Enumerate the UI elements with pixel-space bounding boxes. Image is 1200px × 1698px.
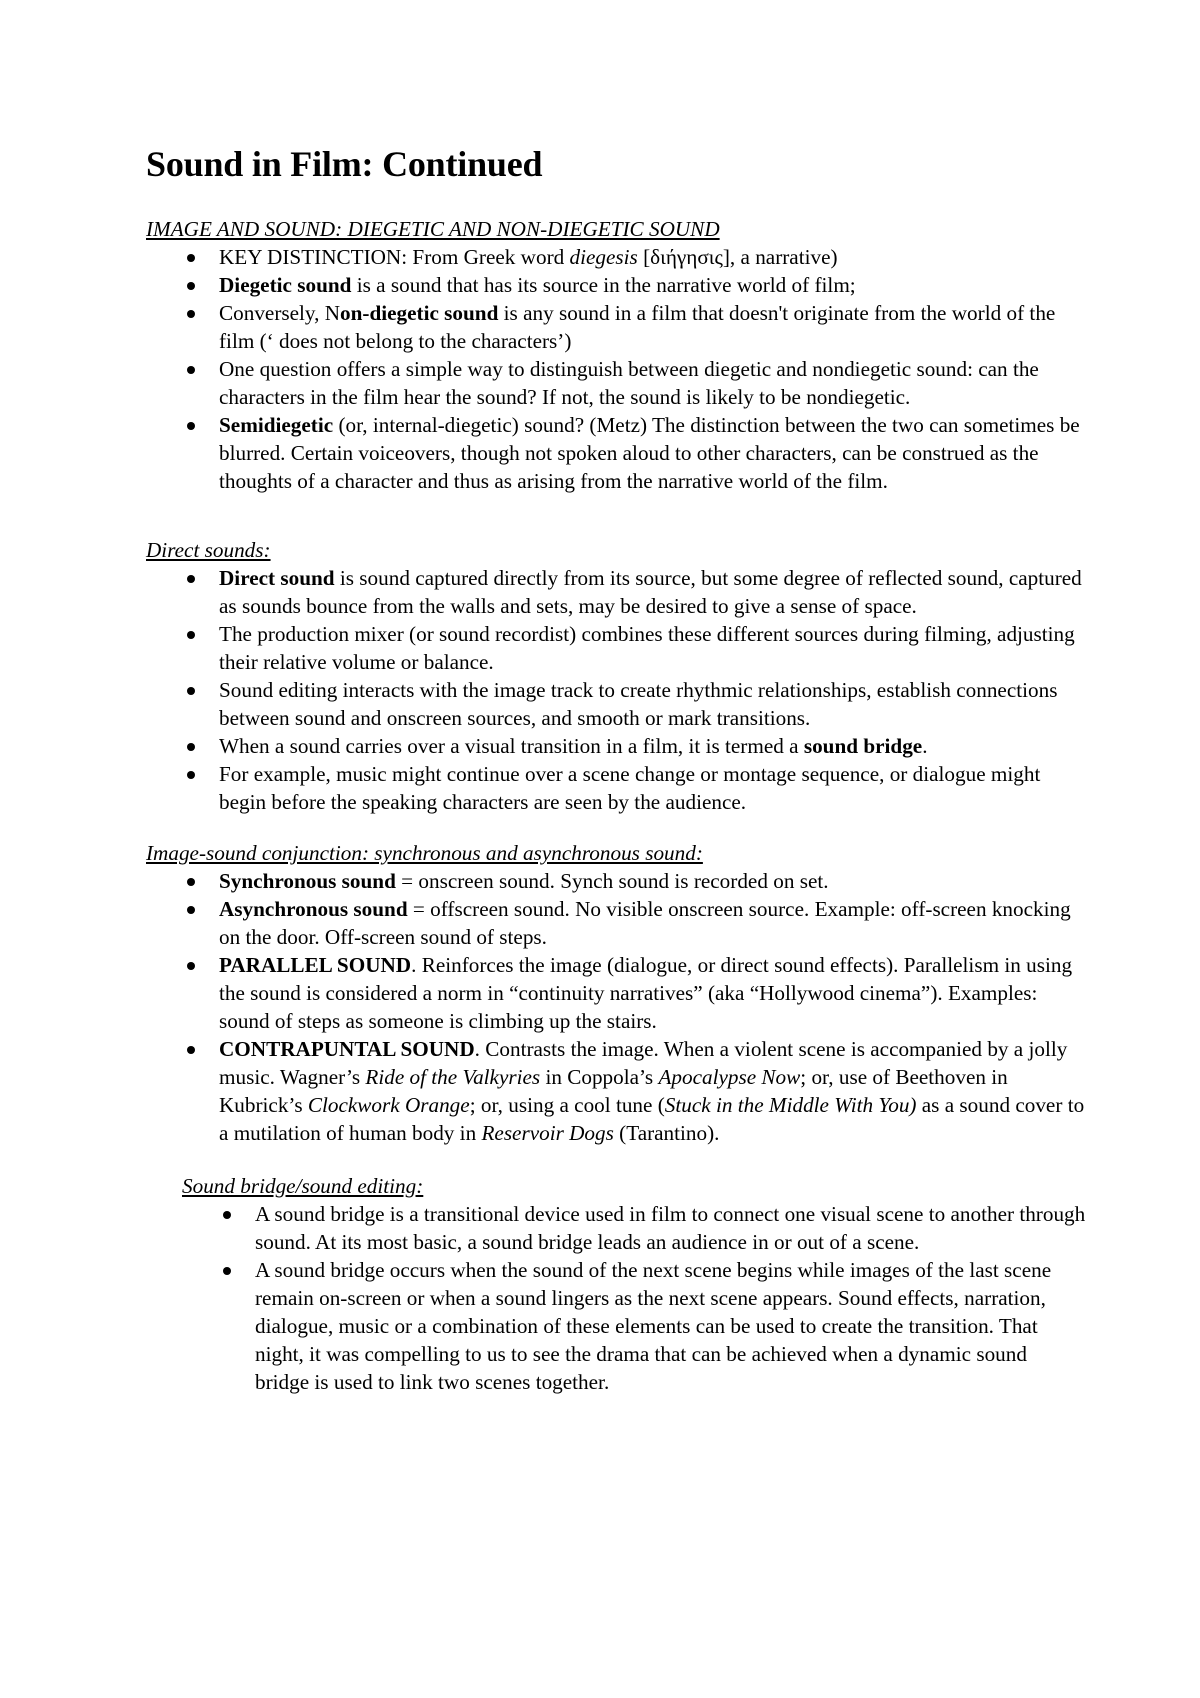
italic-title: Ride of the Valkyries: [365, 1065, 541, 1089]
text-run: A sound bridge occurs when the sound of the next scene begins while images of the last scene remain on-screen or when a sound lingers as the next scene appears. Sound effects, narration, dialogue, music or a combination of these elements can be used to create the transition. That night, it was compelling to us to see the drama that can be achieved when a dynamic sound bridge is used to link two scenes together.: [255, 1258, 1052, 1394]
text-run: ; or, using a cool tune (: [469, 1093, 665, 1117]
bullet-item: [146, 760, 1086, 816]
bullet-item: [146, 732, 1086, 760]
text-run: Conversely, N: [219, 301, 341, 325]
section-heading: Direct sounds:: [146, 538, 271, 562]
bullet-icon: [187, 1046, 195, 1054]
bullet-icon: [187, 906, 195, 914]
bullet-item: [146, 951, 1086, 1035]
bullet-item: [146, 676, 1086, 732]
bullet-item: [182, 1256, 1086, 1396]
bold-term: PARALLEL SOUND: [219, 953, 412, 977]
bold-term: CONTRAPUNTAL SOUND: [219, 1037, 475, 1061]
bold-term: Synchronous sound: [219, 869, 396, 893]
section-heading: Sound bridge/sound editing:: [182, 1174, 424, 1198]
text-run: The production mixer (or sound recordist) combines these different sources during filming, adjusting their relative volume or balance.: [219, 622, 1075, 674]
text-run: . Reinforces the image (dialogue, or direct sound effects). Parallelism in using the sound is considered a norm in “continuity narratives” (aka “Hollywood cinema”). Examples: sound of steps as someone is climbing up the stairs.: [219, 953, 1073, 1033]
italic-title: Reservoir Dogs: [481, 1121, 614, 1145]
section-image-sound-conjunction: [146, 839, 1086, 1147]
bullet-item: [146, 564, 1086, 620]
bullet-icon: [187, 254, 195, 262]
bullet-list: [146, 867, 1086, 1147]
text-run: is a sound that has its source in the narrative world of film;: [351, 273, 856, 297]
text-run: [διήγησις], a narrative): [637, 245, 838, 269]
bullet-icon: [187, 631, 195, 639]
bullet-icon: [223, 1267, 231, 1275]
text-run: is sound captured directly from its source, but some degree of reflected sound, captured as sounds bounce from the walls and sets, may be desired to give a sense of space.: [219, 566, 1082, 618]
text-run: as a sound cover to a mutilation of human body in: [219, 1093, 1085, 1145]
italic-title: Stuck in the Middle With You): [664, 1093, 917, 1117]
bullet-item: [146, 895, 1086, 951]
text-run: = onscreen sound. Synch sound is recorded on set.: [395, 869, 829, 893]
bullet-list: [182, 1200, 1086, 1396]
bullet-icon: [187, 310, 195, 318]
bold-term: on-diegetic sound: [340, 301, 499, 325]
bullet-icon: [187, 743, 195, 751]
section-direct-sounds: [146, 536, 1086, 816]
text-run: When a sound carries over a visual transition in a film, it is termed a: [219, 734, 804, 758]
bullet-item: [146, 355, 1086, 411]
bold-term: Diegetic sound: [219, 273, 352, 297]
bullet-icon: [187, 366, 195, 374]
bullet-list: [146, 243, 1086, 495]
text-run: in Coppola’s: [540, 1065, 659, 1089]
bullet-icon: [187, 962, 195, 970]
text-run: One question offers a simple way to distinguish between diegetic and nondiegetic sound: can the characters in the film hear the sound? If not, the sound is likely to be nondiegetic.: [219, 357, 1039, 409]
bullet-icon: [187, 878, 195, 886]
bullet-item: [146, 1035, 1086, 1147]
bullet-item: [146, 243, 1086, 271]
text-run: (or, internal-diegetic) sound? (Metz) The distinction between the two can sometimes be blurred. Certain voiceovers, though not spoken aloud to other characters, can be construed as the thoughts of a character and thus as arising from the narrative world of the film.: [219, 413, 1080, 493]
section-sound-bridge: [182, 1172, 1086, 1396]
text-run: For example, music might continue over a scene change or montage sequence, or dialogue might begin before the speaking characters are seen by the audience.: [219, 762, 1041, 814]
bullet-item: [182, 1200, 1086, 1256]
text-run: (Tarantino).: [613, 1121, 720, 1145]
text-run: A sound bridge is a transitional device used in film to connect one visual scene to another through sound. At its most basic, a sound bridge leads an audience in or out of a scene.: [255, 1202, 1086, 1254]
text-run: . Contrasts the image. When a violent scene is accompanied by a jolly music. Wagner’s: [219, 1037, 1068, 1089]
bold-term: sound bridge: [803, 734, 923, 758]
text-run: is any sound in a film that doesn't originate from the world of the film (‘ does not belong to the characters’): [219, 301, 1056, 353]
text-run: Sound editing interacts with the image track to create rhythmic relationships, establish connections between sound and onscreen sources, and smooth or mark transitions.: [219, 678, 1058, 730]
italic-title: Apocalypse Now: [658, 1065, 801, 1089]
bullet-icon: [223, 1211, 231, 1219]
italic-title: Clockwork Orange: [307, 1093, 470, 1117]
bullet-icon: [187, 771, 195, 779]
bold-term: Asynchronous sound: [219, 897, 408, 921]
italic-title: diegesis: [569, 245, 638, 269]
section-diegetic: [146, 215, 1086, 495]
bold-term: Direct sound: [219, 566, 335, 590]
section-heading: Image-sound conjunction: synchronous and asynchronous sound:: [146, 841, 703, 865]
text-run: = offscreen sound. No visible onscreen source. Example: off-screen knocking on the door. Off-screen sound of steps.: [219, 897, 1071, 949]
bullet-icon: [187, 687, 195, 695]
bullet-list: [146, 564, 1086, 816]
bullet-icon: [187, 575, 195, 583]
bold-term: Semidiegetic: [219, 413, 334, 437]
bullet-icon: [187, 282, 195, 290]
bullet-item: [146, 620, 1086, 676]
page-title: Sound in Film: Continued: [146, 144, 543, 184]
bullet-item: [146, 867, 1086, 895]
text-run: KEY DISTINCTION: From Greek word: [219, 245, 570, 269]
text-run: ; or, use of Beethoven in Kubrick’s: [219, 1065, 1008, 1117]
text-run: .: [922, 734, 928, 758]
bullet-item: [146, 271, 1086, 299]
section-heading: IMAGE AND SOUND: DIEGETIC AND NON-DIEGETIC SOUND: [146, 217, 720, 241]
bullet-icon: [187, 422, 195, 430]
bullet-item: [146, 299, 1086, 355]
bullet-item: [146, 411, 1086, 495]
